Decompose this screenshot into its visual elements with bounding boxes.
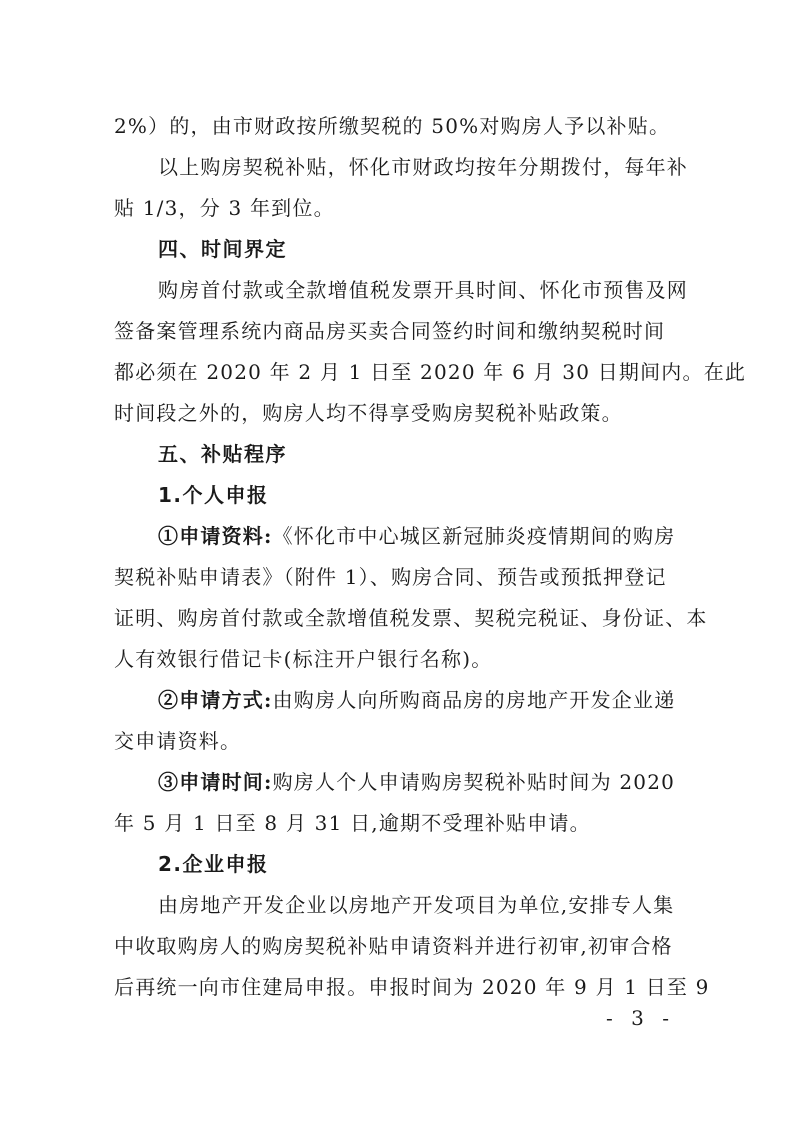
text-line: 2%）的，由市财政按所缴契税的 50%对购房人予以补贴。 [114, 114, 671, 138]
subsection-heading: 1.个人申报 [158, 483, 269, 507]
text-line: 年 5 月 1 日至 8 月 31 日,逾期不受理补贴申请。 [114, 811, 591, 835]
text-line: 贴 1/3，分 3 年到位。 [114, 196, 335, 220]
text-line: 由房地产开发企业以房地产开发项目为单位,安排专人集 [158, 893, 675, 917]
item-text: 《怀化市中心城区新冠肺炎疫情期间的购房 [272, 524, 676, 548]
text-line: 购房首付款或全款增值税发票开具时间、怀化市预售及网 [158, 278, 688, 302]
text-line: 交申请资料。 [114, 729, 242, 753]
text-line: 人有效银行借记卡(标注开户银行名称)。 [114, 647, 493, 671]
text-line: 后再统一向市住建局申报。申报时间为 2020 年 9 月 1 日至 9 [114, 975, 710, 999]
text-line [158, 686, 675, 714]
text-line: 都必须在 2020 年 2 月 1 日至 2020 年 6 月 30 日期间内。在此 [114, 360, 747, 384]
subsection-heading: 2.企业申报 [158, 852, 269, 876]
page-number: - 3 - [606, 1006, 675, 1030]
text-line [158, 522, 675, 550]
text-line: 中收取购房人的购房契税补贴申请资料并进行初审,初审合格 [114, 934, 673, 958]
text-line: 证明、购房首付款或全款增值税发票、契税完税证、身份证、本 [114, 606, 708, 630]
section-heading: 五、补贴程序 [158, 442, 287, 466]
text-line: 以上购房契税补贴，怀化市财政均按年分期拨付，每年补 [158, 155, 688, 179]
text-line: 契税补贴申请表》（附件 1）、购房合同、预告或预抵押登记 [114, 565, 667, 589]
item-text: 购房人个人申请购房契税补贴时间为 2020 [272, 770, 676, 794]
item-label: ①申请资料: [158, 524, 273, 548]
section-heading: 四、时间界定 [158, 237, 287, 261]
item-label: ②申请方式: [158, 688, 273, 712]
text-line [158, 768, 675, 796]
item-label: ③申请时间: [158, 770, 273, 794]
item-text: 由购房人向所购商品房的房地产开发企业递 [272, 688, 676, 712]
text-line: 签备案管理系统内商品房买卖合同签约时间和缴纳契税时间 [114, 319, 666, 343]
text-line: 时间段之外的，购房人均不得享受购房契税补贴政策。 [114, 401, 623, 425]
